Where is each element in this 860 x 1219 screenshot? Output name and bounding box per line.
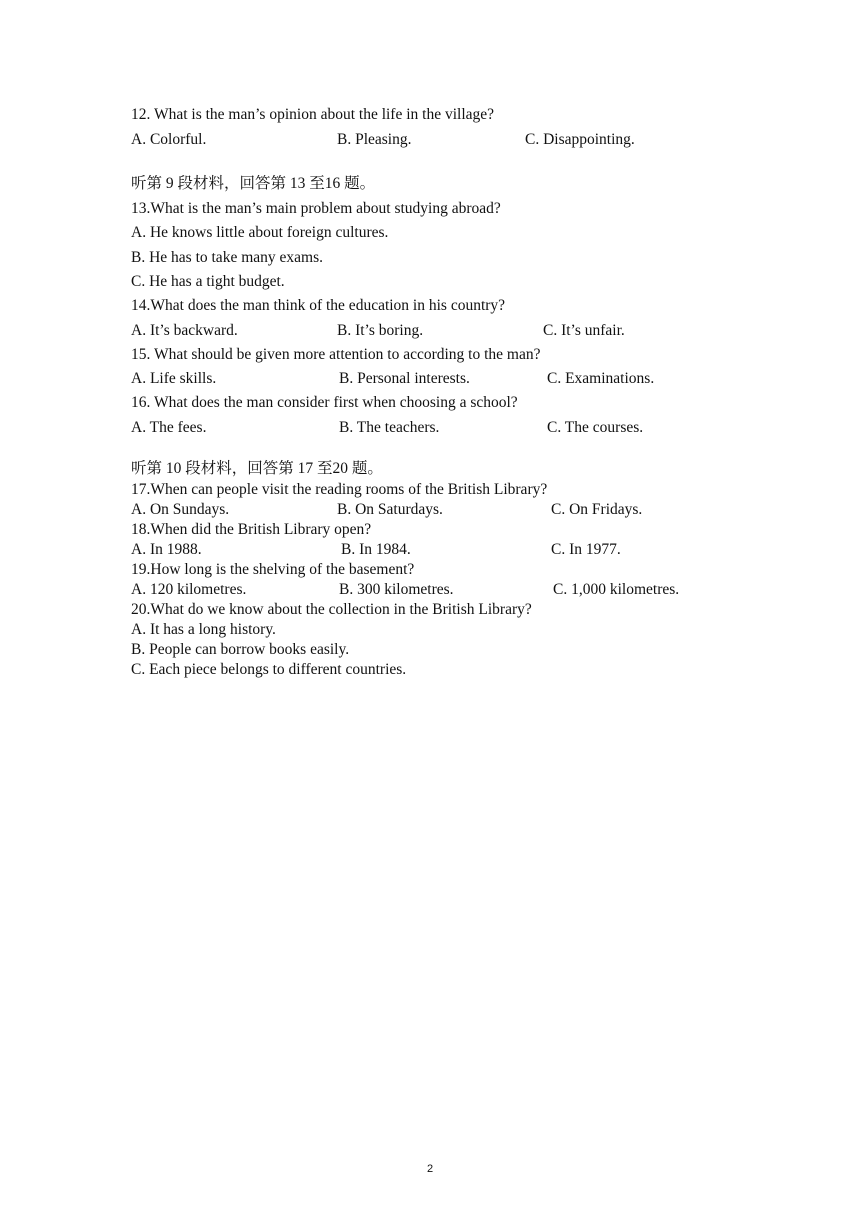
- section-9-heading: 听第 9 段材料，回答第 13 至16 题。: [131, 175, 376, 192]
- question-17-option-b: B. On Saturdays.: [337, 501, 443, 518]
- question-19: 19.How long is the shelving of the basement?: [131, 561, 415, 578]
- question-16-option-a: A. The fees.: [131, 419, 207, 436]
- question-12: 12. What is the man’s opinion about the life in the village?: [131, 106, 495, 123]
- page-number: 2: [426, 1163, 434, 1175]
- question-14-option-a: A. It’s backward.: [131, 322, 238, 339]
- question-13: 13.What is the man’s main problem about studying abroad?: [131, 200, 501, 217]
- question-13-option-a: A. He knows little about foreign cultures.: [131, 224, 389, 241]
- question-15-option-c: C. Examinations.: [547, 370, 655, 387]
- question-18-option-c: C. In 1977.: [551, 541, 621, 558]
- question-15: 15. What should be given more attention to according to the man?: [131, 346, 541, 363]
- question-20-option-a: A. It has a long history.: [131, 621, 276, 638]
- question-18-option-a: A. In 1988.: [131, 541, 202, 558]
- question-16: 16. What does the man consider first when choosing a school?: [131, 394, 518, 411]
- section-10-heading: 听第 10 段材料，回答第 17 至20 题。: [131, 460, 383, 477]
- question-15-option-a: A. Life skills.: [131, 370, 217, 387]
- question-13-option-b: B. He has to take many exams.: [131, 249, 323, 266]
- question-15-option-b: B. Personal interests.: [339, 370, 470, 387]
- question-13-option-c: C. He has a tight budget.: [131, 273, 285, 290]
- question-18: 18.When did the British Library open?: [131, 521, 372, 538]
- question-12-option-b: B. Pleasing.: [337, 131, 412, 148]
- question-14-option-b: B. It’s boring.: [337, 322, 424, 339]
- question-14-option-c: C. It’s unfair.: [543, 322, 625, 339]
- question-14: 14.What does the man think of the education in his country?: [131, 297, 506, 314]
- question-17-option-a: A. On Sundays.: [131, 501, 230, 518]
- question-12-option-c: C. Disappointing.: [525, 131, 635, 148]
- question-17-option-c: C. On Fridays.: [551, 501, 643, 518]
- question-16-option-c: C. The courses.: [547, 419, 644, 436]
- question-16-option-b: B. The teachers.: [339, 419, 440, 436]
- question-19-option-a: A. 120 kilometres.: [131, 581, 247, 598]
- question-20-option-b: B. People can borrow books easily.: [131, 641, 350, 658]
- question-20-option-c: C. Each piece belongs to different countries.: [131, 661, 407, 678]
- question-12-option-a: A. Colorful.: [131, 131, 207, 148]
- question-19-option-b: B. 300 kilometres.: [339, 581, 454, 598]
- question-18-option-b: B. In 1984.: [341, 541, 411, 558]
- question-17: 17.When can people visit the reading rooms of the British Library?: [131, 481, 548, 498]
- question-20: 20.What do we know about the collection in the British Library?: [131, 601, 532, 618]
- question-19-option-c: C. 1,000 kilometres.: [553, 581, 680, 598]
